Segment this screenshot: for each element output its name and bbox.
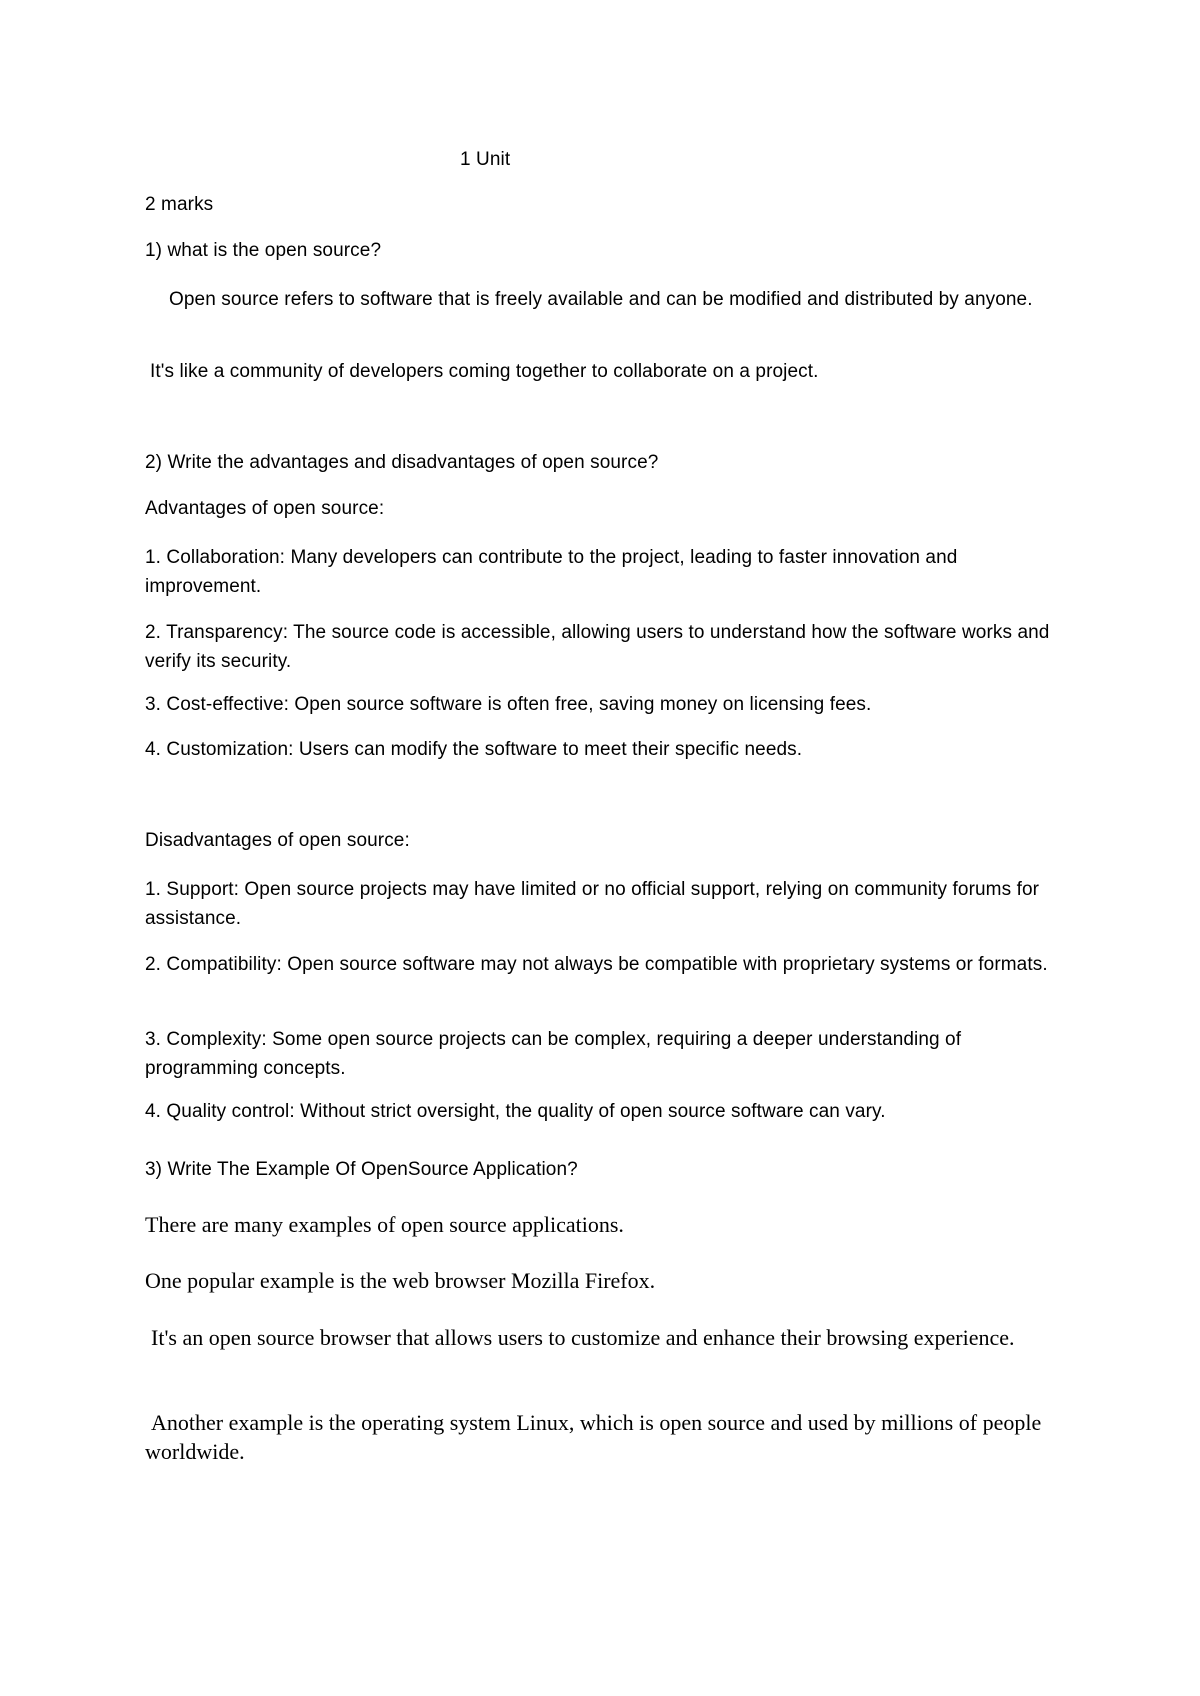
disadvantage-item-4: 4. Quality control: Without strict oversight, the quality of open source software can vary. — [145, 1101, 886, 1122]
question-2: 2) Write the advantages and disadvantages of open source? — [145, 452, 659, 473]
disadvantage-item-2: 2. Compatibility: Open source software may not always be compatible with proprietary systems or formats. — [145, 954, 1048, 975]
question-1: 1) what is the open source? — [145, 240, 382, 261]
question-3: 3) Write The Example Of OpenSource Application? — [145, 1159, 578, 1180]
answer-3-paragraph-1: There are many examples of open source applications. — [145, 1212, 624, 1237]
advantage-item-2: 2. Transparency: The source code is accessible, allowing users to understand how the software works and verify its security. — [145, 622, 1050, 672]
marks-heading: 2 marks — [145, 194, 214, 215]
advantage-item-1: 1. Collaboration: Many developers can contribute to the project, leading to faster innovation and improvement. — [145, 547, 958, 597]
advantages-heading: Advantages of open source: — [145, 498, 385, 519]
page-title: 1 Unit — [460, 149, 511, 170]
advantage-item-3: 3. Cost-effective: Open source software is often free, saving money on licensing fees. — [145, 694, 872, 715]
advantage-item-4: 4. Customization: Users can modify the software to meet their specific needs. — [145, 739, 803, 760]
answer-3-paragraph-3: It's an open source browser that allows users to customize and enhance their browsing experience. — [151, 1325, 1015, 1350]
answer-3-paragraph-4: Another example is the operating system Linux, which is open source and used by millions of people worldwide. — [145, 1410, 1042, 1464]
disadvantages-heading: Disadvantages of open source: — [145, 830, 410, 851]
answer-3-paragraph-2: One popular example is the web browser Mozilla Firefox. — [145, 1268, 656, 1293]
answer-1-paragraph-2: It's like a community of developers coming together to collaborate on a project. — [150, 361, 819, 382]
disadvantage-item-1: 1. Support: Open source projects may have limited or no official support, relying on community forums for assistance. — [145, 879, 1040, 929]
answer-1-paragraph-1: Open source refers to software that is freely available and can be modified and distributed by anyone. — [169, 289, 1033, 310]
disadvantage-item-3: 3. Complexity: Some open source projects can be complex, requiring a deeper understanding of programming concepts. — [145, 1029, 962, 1079]
